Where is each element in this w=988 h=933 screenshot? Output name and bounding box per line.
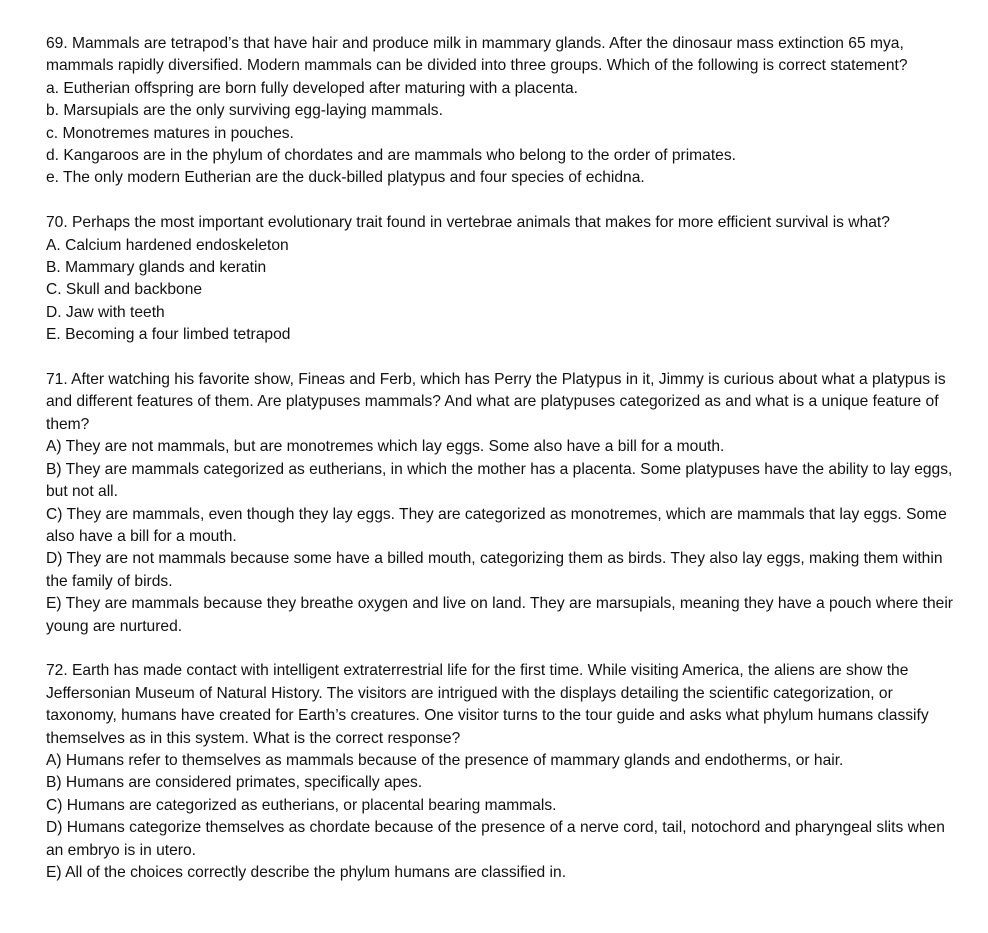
answer-choice-a: a. Eutherian offspring are born fully developed after maturing with a placenta. — [46, 79, 578, 97]
answer-choice-c: C) They are mammals, even though they lay eggs. They are categorized as monotremes, which are mammals that lay eggs. Some also have a bill for a mouth. — [46, 505, 947, 545]
answer-choice-b: B) They are mammals categorized as eutherians, in which the mother has a placenta. Some platypuses have the ability to lay eggs, but not all. — [46, 460, 953, 501]
question-70 — [46, 212, 958, 346]
question-72 — [46, 660, 958, 884]
answer-choice-a: A. Calcium hardened endoskeleton — [46, 236, 289, 254]
answer-choice-a: A) Humans refer to themselves as mammals because of the presence of mammary glands and endotherms, or hair. — [46, 751, 844, 769]
question-stem: 69. Mammals are tetrapod’s that have hair and produce milk in mammary glands. After the dinosaur mass extinction 65 mya, mammals rapidly diversified. Modern mammals can be divided into three groups. Which of the following is correct statement? — [46, 35, 908, 75]
question-stem: 71. After watching his favorite show, Fineas and Ferb, which has Perry the Platypus in it, Jimmy is curious about what a platypus is and different features of them. Are platypuses mammals? And what are platypuses categorized as and what is a unique feature of them? — [46, 371, 946, 433]
answer-choice-b: B. Mammary glands and keratin — [46, 259, 267, 277]
answer-choice-a: A) They are not mammals, but are monotremes which lay eggs. Some also have a bill for a mouth. — [46, 438, 725, 456]
answer-choice-b: B) Humans are considered primates, specifically apes. — [46, 774, 423, 792]
answer-choice-d: D. Jaw with teeth — [46, 303, 165, 321]
answer-choice-e: E. Becoming a four limbed tetrapod — [46, 326, 291, 344]
answer-choice-e: e. The only modern Eutherian are the duck-billed platypus and four species of echidna. — [46, 169, 645, 187]
question-71 — [46, 369, 958, 638]
answer-choice-c: c. Monotremes matures in pouches. — [46, 124, 294, 142]
answer-choice-e: E) All of the choices correctly describe the phylum humans are classified in. — [46, 863, 567, 881]
question-stem: 70. Perhaps the most important evolutionary trait found in vertebrae animals that makes for more efficient survival is what? — [46, 214, 890, 232]
answer-choice-d: D) Humans categorize themselves as chordate because of the presence of a nerve cord, tail, notochord and pharyngeal slits when an embryo is in utero. — [46, 819, 945, 859]
answer-choice-b: b. Marsupials are the only surviving egg-laying mammals. — [46, 102, 443, 120]
answer-choice-c: C. Skull and backbone — [46, 281, 203, 299]
question-stem: 72. Earth has made contact with intelligent extraterrestrial life for the first time. While visiting America, the aliens are show the Jeffersonian Museum of Natural History. The visitors are intrigued with the displays detailing the scientific categorization, or taxonomy, humans have created for Earth’s creatures. One visitor turns to the tour guide and asks what phylum humans classify themselves as in this system. What is the correct response? — [46, 662, 929, 747]
question-sheet — [46, 33, 958, 907]
answer-choice-d: D) They are not mammals because some have a billed mouth, categorizing them as birds. They also lay eggs, making them within the family of birds. — [46, 550, 943, 590]
answer-choice-c: C) Humans are categorized as eutherians, or placental bearing mammals. — [46, 796, 557, 814]
question-69 — [46, 33, 958, 190]
answer-choice-e: E) They are mammals because they breathe oxygen and live on land. They are marsupials, meaning they have a pouch where their young are nurtured. — [46, 595, 953, 635]
answer-choice-d: d. Kangaroos are in the phylum of chordates and are mammals who belong to the order of primates. — [46, 147, 736, 165]
